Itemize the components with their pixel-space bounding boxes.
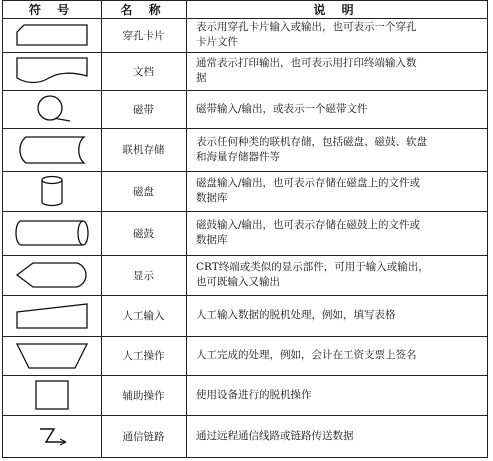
row-description: 表示任何种类的联机存储，包括磁盘、磁鼓、软盘 和海量存储器件等 <box>196 135 427 163</box>
row-description: 磁盘输入/输出，也可表示存储在磁盘上的文件或 数据库 <box>196 177 421 204</box>
row-name: 人工操作 <box>122 350 165 362</box>
document-icon <box>3 52 101 90</box>
display-icon <box>3 255 101 295</box>
row-name: 穿孔卡片 <box>122 29 165 42</box>
row-description: CRT终端或类似的显示部件，可用于输入或输出， 也可既输入又输出 <box>196 261 429 288</box>
row-description: 表示用穿孔卡片输入或输出，也可表示一个穿孔 卡片文件 <box>196 21 417 48</box>
header-name: 名 称 <box>120 3 167 17</box>
row-name: 文档 <box>133 65 154 78</box>
row-name: 磁盘 <box>133 185 154 198</box>
communication-link-icon <box>3 415 101 457</box>
row-name: 磁鼓 <box>133 227 154 240</box>
auxiliary-operation-icon <box>3 375 101 415</box>
magnetic-tape-icon <box>3 90 101 128</box>
manual-input-icon <box>3 295 101 336</box>
row-name: 联机存储 <box>122 144 165 156</box>
punched-card-icon <box>3 18 101 52</box>
header-symbol: 符 号 <box>28 3 76 17</box>
magnetic-disk-icon <box>3 171 101 211</box>
row-description: 磁带输入/输出，或表示一个磁带文件 <box>196 102 368 115</box>
row-name: 通信链路 <box>122 430 165 443</box>
row-name: 辅助操作 <box>122 389 165 402</box>
row-name: 人工输入 <box>122 310 165 322</box>
row-name: 显示 <box>133 269 154 282</box>
row-name: 磁带 <box>133 103 154 116</box>
header-description: 说 明 <box>313 3 360 17</box>
row-description: 使用设备进行的脱机操作 <box>196 388 312 401</box>
online-storage-icon <box>3 128 101 171</box>
row-description: 通常表示打印输出，也可表示用打印终端输入数 据 <box>196 57 417 84</box>
row-description: 通过远程通信线路或链路传送数据 <box>196 429 354 442</box>
row-description: 磁鼓输入/输出，也可表示存储在磁鼓上的文件或 数据库 <box>196 219 421 246</box>
flowchart-symbol-table <box>2 0 488 458</box>
row-description: 人工完成的处理，例如，会计在工资支票上签名 <box>196 349 417 361</box>
manual-operation-icon <box>3 336 101 375</box>
row-description: 人工输入数据的脱机处理，例如，填写表格 <box>196 309 396 321</box>
magnetic-drum-icon <box>3 211 101 255</box>
